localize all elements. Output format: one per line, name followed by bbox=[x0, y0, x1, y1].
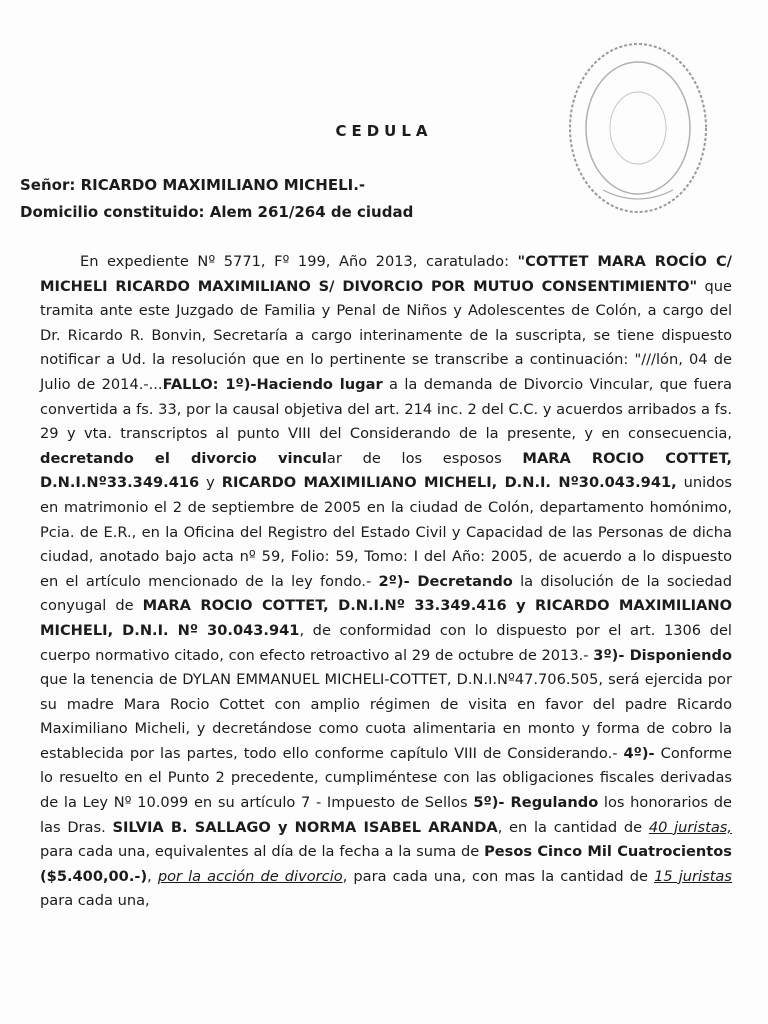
point-3-heading: 3º)- Disponiendo bbox=[593, 646, 732, 664]
senor-label: Señor: bbox=[20, 176, 76, 194]
recipient-line bbox=[20, 176, 365, 194]
point-2-heading: 2º)- Decretando bbox=[378, 572, 513, 590]
point-1-heading: Haciendo lugar bbox=[256, 375, 383, 393]
body-text: los honorarios de las Dras. bbox=[40, 794, 732, 836]
ruling-label: FALLO: bbox=[162, 375, 219, 393]
body-text: la disolución de la sociedad conyugal de bbox=[40, 572, 732, 615]
body-text: unidos en matrimonio el 2 de septiembre de 2005 en la ciudad de Colón, departamento homónimo, Pcia. de E.R., en la Oficina del Registro del Estado Civil y Capacidad de las Personas de dicha ciudad, anotado bajo acta nº 59, Folio: 59, Tomo: I del Año: 2005, de acuerdo a lo dispuesto en el artículo mencionado de la ley fondo.- bbox=[40, 474, 732, 590]
body-text: y bbox=[199, 474, 222, 492]
document-title: CEDULA bbox=[335, 122, 433, 140]
spouses-ids: MARA ROCIO COTTET, D.N.I.Nº 33.349.416 y RICARDO MAXIMILIANO MICHELI, D.N.I. Nº 30.043.941 bbox=[40, 597, 733, 639]
body-text: , de conformidad con lo dispuesto por el art. 1306 del cuerpo normativo citado, con efecto retroactivo al 29 de octubre de 2013.- bbox=[40, 621, 732, 664]
fee-amount: Pesos Cinco Mil Cuatrocientos ($5.400,00.-) bbox=[40, 843, 732, 885]
domicile-label: Domicilio constituido: bbox=[20, 203, 205, 221]
action-note: por la acción de divorcio bbox=[157, 867, 343, 885]
body-text: ar de los esposos bbox=[326, 449, 523, 467]
domicile-value: Alem 261/264 de ciudad bbox=[209, 203, 414, 221]
body-text: , en la cantidad de bbox=[497, 818, 649, 836]
jurist-count-40: 40 juristas, bbox=[648, 818, 732, 836]
body-text: para cada una, equivalentes al día de la fecha a la suma de bbox=[40, 843, 485, 861]
spouse-2: RICARDO MAXIMILIANO MICHELI, D.N.I. Nº30.043.941, bbox=[221, 474, 677, 492]
body-paragraph bbox=[40, 250, 732, 914]
notification-body bbox=[40, 250, 732, 914]
recipient-name: RICARDO MAXIMILIANO MICHELI.- bbox=[80, 176, 366, 194]
body-text: En expediente Nº 5771, Fº 199, Año 2013, caratulado: bbox=[80, 253, 518, 270]
body-text: para cada una, bbox=[40, 892, 150, 910]
body-text: que la tenencia de DYLAN EMMANUEL MICHELI-COTTET, D.N.I.Nº47.706.505, será ejercida por su madre Mara Rocio Cottet con amplio régimen de visita en favor del padre Ricardo Maximiliano Micheli, y decretándose como cuota alimentaria en monto y forma de cobro la establecida por las partes, todo ello conforme capítulo VIII de Considerando.- bbox=[40, 671, 732, 762]
body-text: que tramita ante este Juzgado de Familia y Penal de Niños y Adolescentes de Colón, a cargo del Dr. Ricardo R. Bonvin, Secretaría a cargo interinamente de la suscripta, se tiene dispuesto notificar a Ud. la resolución que en lo pertinente se transcribe a continuación: "///lón, 04 de Julio de 2014.-... bbox=[40, 277, 732, 393]
body-text: , bbox=[147, 867, 158, 885]
body-text: , para cada una, con mas la cantidad de bbox=[342, 867, 655, 885]
jurist-count-15: 15 juristas bbox=[654, 867, 732, 885]
divorce-decree: decretando el divorcio vincul bbox=[40, 449, 327, 467]
spouse-1: MARA ROCIO COTTET, D.N.I.Nº33.349.416 bbox=[40, 449, 732, 492]
point-4-heading: 4º)- bbox=[623, 744, 655, 762]
body-text: a la demanda de Divorcio Vincular, que fuera convertida a fs. 33, por la causal objetiva del art. 214 inc. 2 del C.C. y acuerdos arribados a fs. 29 y vta. transcriptos al punto VIII del Considerando de la presente, y en consecuencia, bbox=[40, 375, 732, 443]
point-5-heading: 5º)- Regulando bbox=[473, 794, 599, 812]
lawyers-names: SILVIA B. SALLAGO y NORMA ISABEL ARANDA bbox=[112, 818, 498, 836]
point-1-number: 1º)- bbox=[218, 375, 257, 393]
domicile-line bbox=[20, 203, 413, 221]
case-title: "COTTET MARA ROCÍO C/ MICHELI RICARDO MAXIMILIANO S/ DIVORCIO POR MUTUO CONSENTIMIENTO" bbox=[40, 253, 732, 295]
body-text: Conforme lo resuelto en el Punto 2 precedente, cumpliméntese con las obligaciones fiscales derivadas de la Ley Nº 10.099 en su artículo 7 - Impuesto de Sellos bbox=[40, 744, 732, 812]
